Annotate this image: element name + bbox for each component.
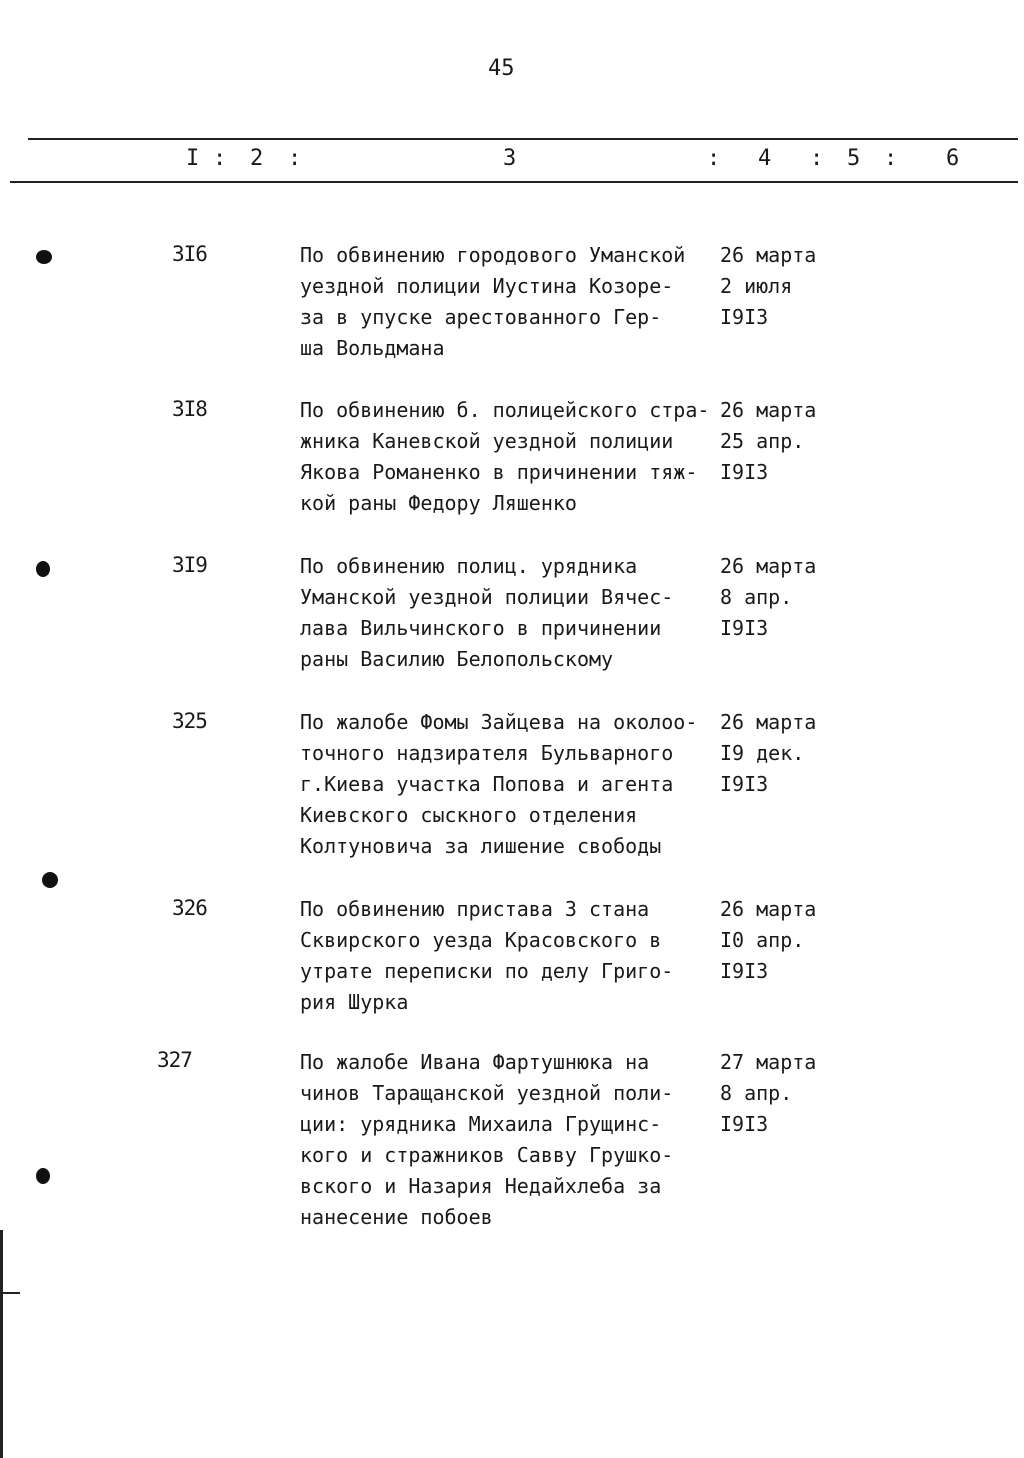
entry-dates: 27 марта 8 апр. I9I3 bbox=[720, 1050, 817, 1136]
entry-number: 325 bbox=[172, 709, 207, 733]
column-header-4: 4 bbox=[758, 146, 772, 171]
page-edge-tick bbox=[0, 1292, 20, 1294]
punch-hole-mark bbox=[36, 250, 52, 264]
entry-description: По обвинению полиц. урядника Уманской уездной полиции Вячес- лава Вильчинского в причинении раны Василию Белопольскому bbox=[300, 554, 674, 671]
entry-description: По жалобе Ивана Фартушнюка на чинов Таращанской уездной поли- ции: урядника Михаила Грущинс- кого и стражников Савву Грушко- вского и Назария Недайхлеба за нанесение побоев bbox=[300, 1050, 674, 1229]
entry-number: 327 bbox=[157, 1048, 192, 1072]
column-header-1: I bbox=[186, 146, 200, 171]
entry-description: По жалобе Фомы Зайцева на околоо- точного надзирателя Бульварного г.Киева участка Попова и агента Киевского сыскного отделения Колтуновича за лишение свободы bbox=[300, 710, 698, 858]
entry-dates: 26 марта I9 дек. I9I3 bbox=[720, 710, 817, 796]
column-header-5: 5 bbox=[847, 146, 861, 171]
header-rule-bottom bbox=[10, 181, 1018, 183]
punch-hole-mark bbox=[36, 1168, 50, 1184]
entry-description: По обвинению б. полицейского стра- жника Каневской уездной полиции Якова Романенко в причинении тяж- кой раны Федору Ляшенко bbox=[300, 398, 710, 515]
column-header-2: 2 bbox=[250, 146, 264, 171]
entry-dates: 26 марта 8 апр. I9I3 bbox=[720, 554, 817, 640]
column-header-6: 6 bbox=[946, 146, 960, 171]
punch-hole-mark bbox=[36, 561, 50, 577]
punch-hole-mark bbox=[42, 872, 58, 888]
entry-number: 326 bbox=[172, 896, 207, 920]
column-header-3: 3 bbox=[503, 146, 517, 171]
entry-description: По обвинению пристава 3 стана Сквирского уезда Красовского в утрате переписки по делу Григо- рия Шурка bbox=[300, 897, 674, 1014]
entry-number: 3I8 bbox=[172, 397, 207, 421]
column-separator: : bbox=[884, 146, 898, 171]
entry-number: 3I9 bbox=[172, 553, 207, 577]
column-separator: : bbox=[810, 146, 824, 171]
header-rule-top bbox=[28, 138, 1018, 140]
column-separator: : bbox=[707, 146, 721, 171]
entry-dates: 26 марта 25 апр. I9I3 bbox=[720, 398, 817, 484]
entry-number: 3I6 bbox=[172, 242, 207, 266]
page-number: 45 bbox=[488, 56, 515, 81]
column-separator: : bbox=[288, 146, 302, 171]
entry-dates: 26 марта 2 июля I9I3 bbox=[720, 243, 817, 329]
entry-dates: 26 марта I0 апр. I9I3 bbox=[720, 897, 817, 983]
entry-description: По обвинению городового Уманской уездной полиции Иустина Козоре- за в упуске арестованного Гер- ша Вольдмана bbox=[300, 243, 686, 360]
page-edge-line bbox=[0, 1230, 3, 1458]
column-separator: : bbox=[213, 146, 227, 171]
